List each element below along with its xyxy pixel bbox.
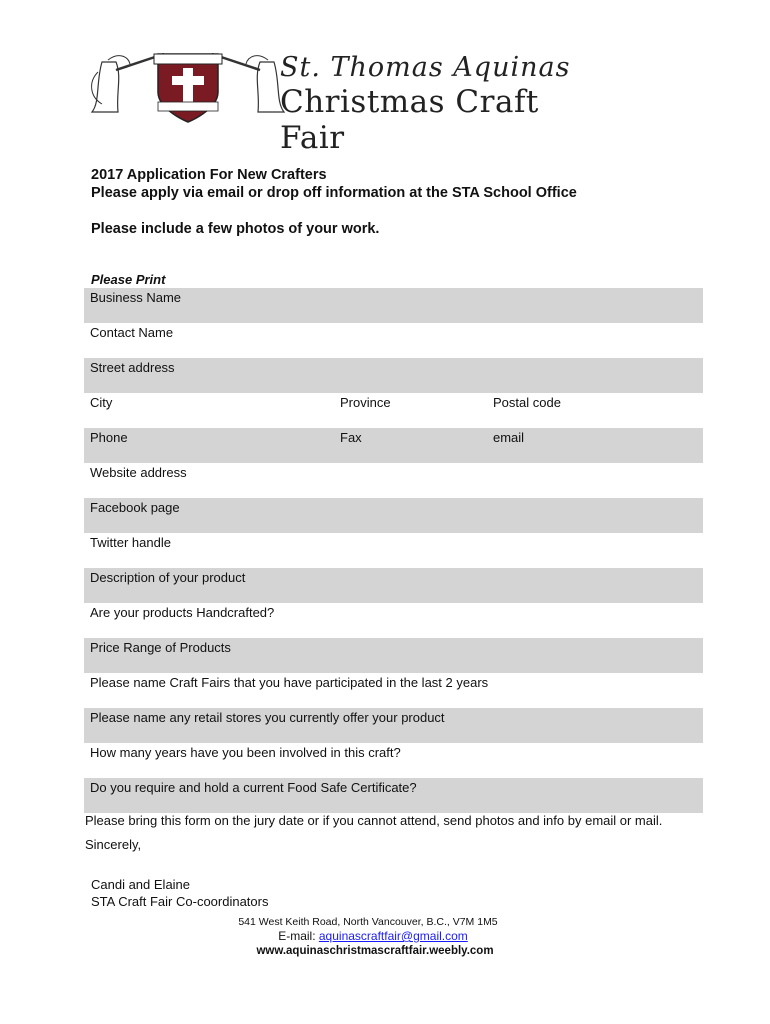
website-url[interactable]: www.aquinaschristmascraftfair.weebly.com [256,945,494,957]
years-label: How many years have you been involved in this craft? [90,745,401,760]
logo-title-line2: Christmas Craft Fair [280,84,539,156]
facebook-field[interactable] [84,498,703,533]
angels-crest-emblem [88,42,288,132]
craft-fairs-field[interactable] [84,673,703,708]
application-instructions: Please apply via email or drop off information at the STA School Office [91,185,577,201]
contact-name-field[interactable] [84,323,703,358]
business-name-label: Business Name [90,290,182,305]
retail-stores-field[interactable] [84,708,703,743]
email-prefix: E-mail: [278,929,319,943]
price-range-label: Price Range of Products [90,640,231,655]
twitter-field[interactable] [84,533,703,568]
province-label: Province [340,395,391,410]
handcrafted-label: Are your products Handcrafted? [90,605,275,620]
website-field[interactable] [84,463,703,498]
food-safe-label: Do you require and hold a current Food Safe Certificate? [90,780,417,795]
postal-code-label: Postal code [493,395,561,410]
email-label: email [493,430,525,445]
email-line [0,929,746,943]
signature-role: STA Craft Fair Co-coordinators [91,894,269,909]
please-print-label: Please Print [91,272,166,287]
city-label: City [90,395,113,410]
price-range-field[interactable] [84,638,703,673]
street-address-label: Street address [90,360,175,375]
years-field[interactable] [84,743,703,778]
email-link[interactable]: aquinascraftfair@gmail.com [318,929,468,943]
logo-title-line1: St. Thomas Aquinas [280,52,571,83]
fax-label: Fax [340,430,362,445]
mailing-address: 541 West Keith Road, North Vancouver, B.C., V7M 1M5 [238,916,498,928]
facebook-label: Facebook page [90,500,180,515]
description-label: Description of your product [90,570,246,585]
phone-label: Phone [90,430,128,445]
photos-instruction: Please include a few photos of your work. [91,221,380,237]
application-title: 2017 Application For New Crafters [91,167,327,183]
twitter-label: Twitter handle [90,535,171,550]
business-name-field[interactable] [84,288,703,323]
city-province-postal-row[interactable] [84,393,703,428]
contact-name-label: Contact Name [90,325,174,340]
website-label: Website address [90,465,187,480]
street-address-field[interactable] [84,358,703,393]
handcrafted-field[interactable] [84,603,703,638]
application-form [84,288,703,813]
craft-fairs-label: Please name Craft Fairs that you have participated in the last 2 years [90,675,489,690]
description-field[interactable] [84,568,703,603]
header-logo [88,42,588,156]
signature-names: Candi and Elaine [91,877,191,892]
bring-form-note: Please bring this form on the jury date or if you cannot attend, send photos and info by email or mail. [85,813,663,828]
retail-stores-label: Please name any retail stores you currently offer your product [90,710,445,725]
sincerely-text: Sincerely, [85,837,142,852]
food-safe-field[interactable] [84,778,703,813]
phone-fax-email-row[interactable] [84,428,703,463]
